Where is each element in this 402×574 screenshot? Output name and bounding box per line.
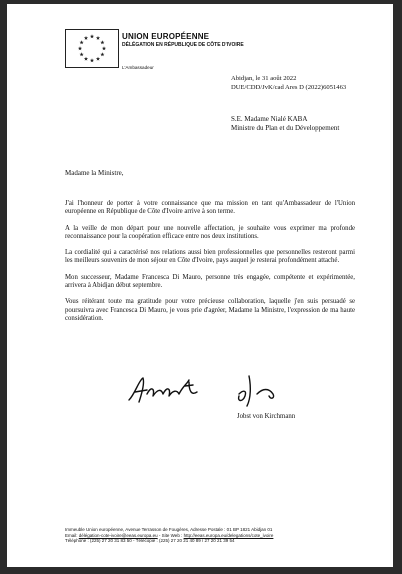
dateline <box>231 74 346 92</box>
paragraph: J'ai l'honneur de porter à votre connaissance que ma mission en tant qu'Ambassadeur de l'Union européenne en République de Côte d'Ivoire arrive à son terme. <box>65 200 355 216</box>
org-subtitle: DÉLÉGATION EN RÉPUBLIQUE DE CÔTE D'IVOIRE <box>122 42 244 48</box>
flag-star <box>90 58 94 62</box>
eu-flag-icon <box>65 29 119 68</box>
flag-star <box>100 40 104 44</box>
letter-date: Abidjan, le 31 août 2022 <box>231 75 297 82</box>
letter-page <box>7 4 393 567</box>
addressee-block <box>231 115 339 133</box>
flag-star <box>96 57 100 61</box>
signatory-name: Jobst von Kirchmann <box>237 413 296 420</box>
office-label: L'Ambassadeur <box>122 65 154 70</box>
flag-star <box>84 57 88 61</box>
letterhead <box>122 32 244 48</box>
footer-address: Immeuble Union européenne, Avenue Terrasson de Fougères, Adresse Postale : 01 BP 1821 Abidjan 01 <box>65 527 273 532</box>
email-link[interactable]: délégation-cote-ivoire@eeas.europa.eu <box>78 532 158 538</box>
flag-star <box>80 52 84 56</box>
flag-star <box>78 46 82 50</box>
website-link[interactable]: http://eeas.europa.eu/delegations/cote_ivoire <box>183 532 274 538</box>
paragraph: La cordialité qui a caractérisé nos relations aussi bien professionnelles que personnelles resteront parmi les meilleurs souvenirs de mon séjour en Côte d'Ivoire, pays auquel je resterai profondément attaché. <box>65 249 355 265</box>
flag-star <box>80 40 84 44</box>
paragraph: A la veille de mon départ pour une nouvelle affectation, je souhaite vous exprimer ma profonde reconnaissance pour la coopération efficace entre nos deux institutions. <box>65 224 355 240</box>
flag-star <box>96 36 100 40</box>
flag-star <box>84 36 88 40</box>
letter-footer <box>65 527 273 544</box>
email-label: Email: <box>65 532 79 538</box>
footer-phone: Téléphone : (225) 27 20 31 83 50 - Télécopie : (225) 27 20 21 40 89 / 27 20 21 39 54 <box>65 538 235 544</box>
paragraph: Vous réitérant toute ma gratitude pour votre précieuse collaboration, laquelle j'en suis persuadé se poursuivra avec Francesca Di Mauro, je vous prie d'agréer, Madame la Ministre, l'expression de ma haute considération. <box>65 298 355 322</box>
letter-body <box>65 200 355 331</box>
addressee-name: S.E. Madame Nialé KABA <box>231 115 308 123</box>
letter-reference: DUE/CDD/JvK/cad Ares D (2022)6051463 <box>231 84 347 91</box>
site-label: - Site Web : <box>157 532 184 538</box>
org-title: UNION EUROPÉENNE <box>122 32 210 41</box>
flag-star <box>90 34 94 38</box>
paragraph: Mon successeur, Madame Francesca Di Mauro, personne très engagée, compétente et expérimentée, arrivera à Abidjan début septembre. <box>65 273 355 290</box>
flag-star <box>102 46 106 50</box>
flag-star <box>100 52 104 56</box>
handwritten-signature <box>127 372 327 412</box>
greeting: Madame la Ministre, <box>65 169 124 177</box>
addressee-title: Ministre du Plan et du Développement <box>231 124 340 132</box>
